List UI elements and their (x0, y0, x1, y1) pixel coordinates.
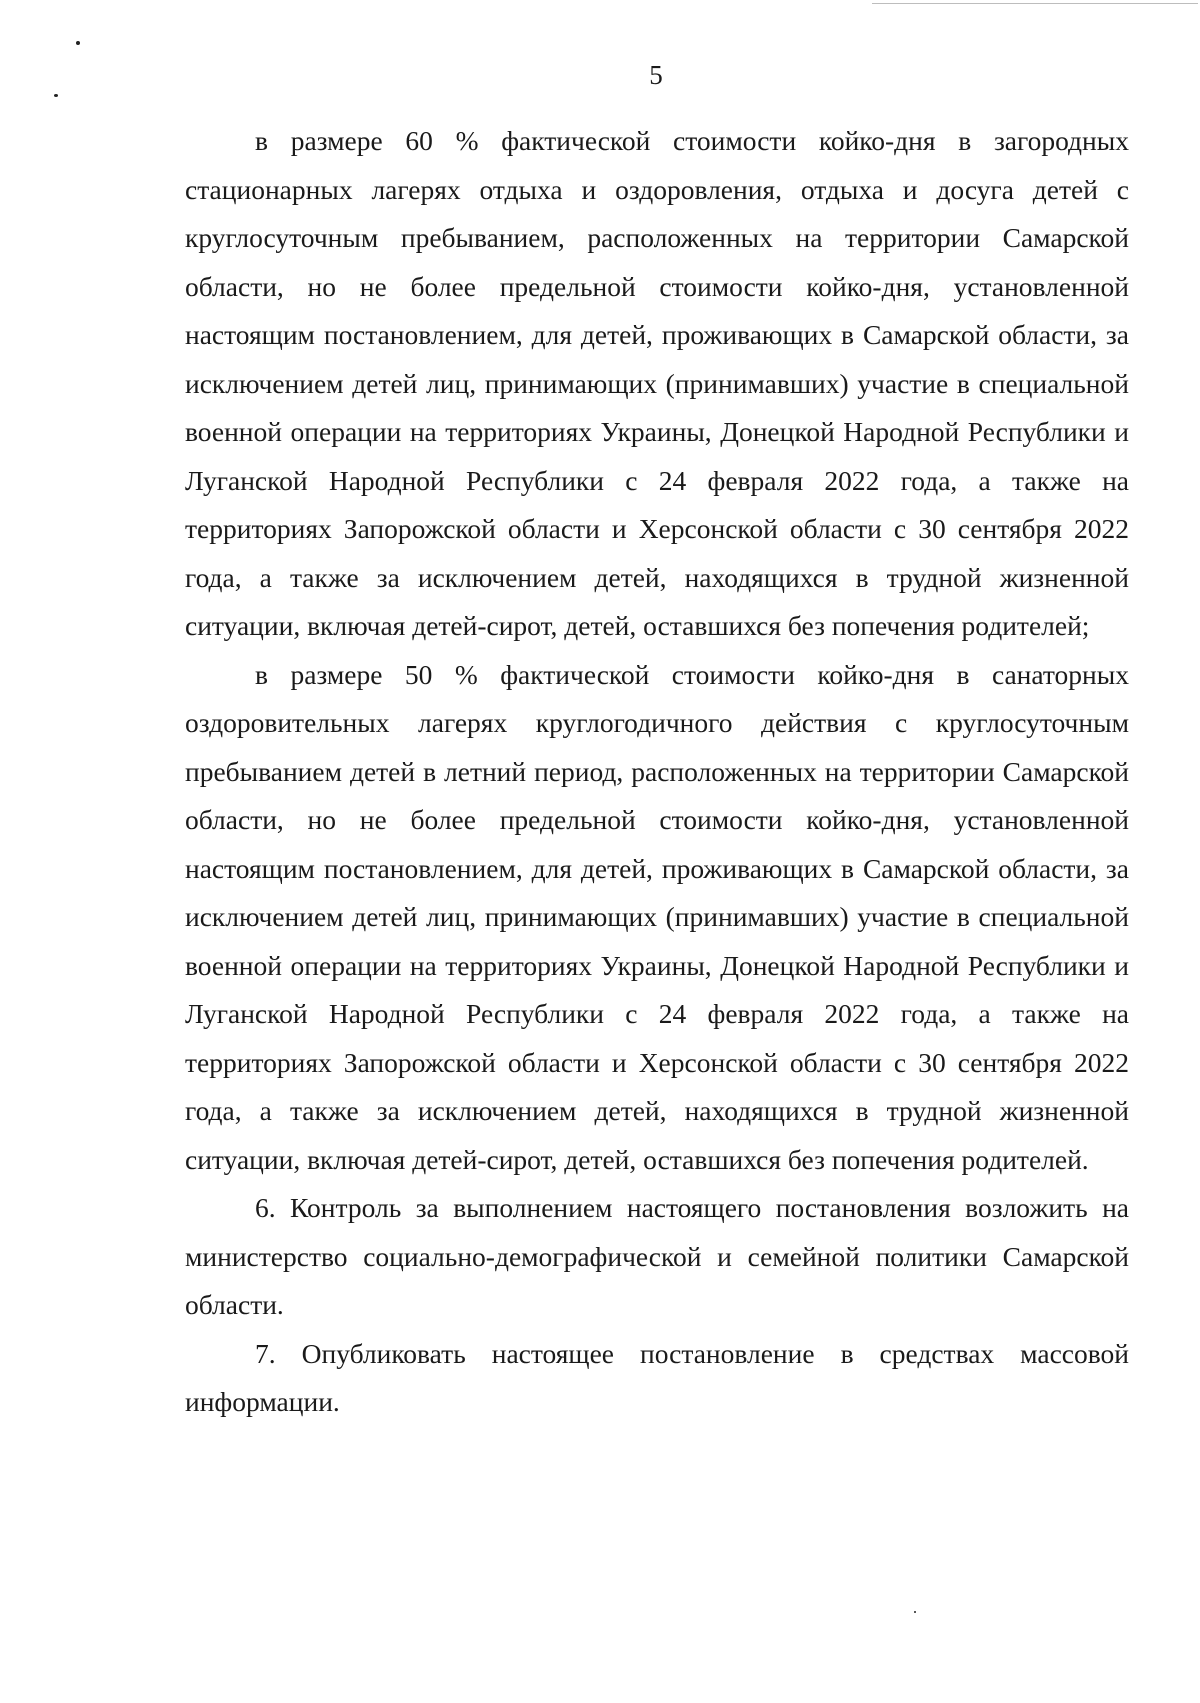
paragraph-camp-50-percent: в размере 50 % фактической стоимости койко-дня в санаторных оздоровительных лагерях круглогодичного действия с круглосуточным пребыванием детей в летний период, расположенных на территории Самарской области, но не более предельной стоимости койко-дня, установленной настоящим постановлением, для детей, проживающих в Самарской области, за исключением детей лиц, принимающих (принимавших) участие в специальной военной операции на территориях Украины, Донецкой Народной Республики и Луганской Народной Республики с 24 февраля 2022 года, а также на территориях Запорожской области и Херсонской области с 30 сентября 2022 года, а также за исключением детей, находящихся в трудной жизненной ситуации, включая детей-сирот, детей, оставшихся без попечения родителей. (185, 658, 1129, 1175)
paragraph-camp-60-percent: в размере 60 % фактической стоимости койко-дня в загородных стационарных лагерях отдыха и оздоровления, отдыха и досуга детей с круглосуточным пребыванием, расположенных на территории Самарской области, но не более предельной стоимости койко-дня, установленной настоящим постановлением, для детей, проживающих в Самарской области, за исключением детей лиц, принимающих (принимавших) участие в специальной военной операции на территориях Украины, Донецкой Народной Республики и Луганской Народной Республики с 24 февраля 2022 года, а также на территориях Запорожской области и Херсонской области с 30 сентября 2022 года, а также за исключением детей, находящихся в трудной жизненной ситуации, включая детей-сирот, детей, оставшихся без попечения родителей; (185, 125, 1129, 641)
scan-speck (76, 41, 80, 45)
scan-speck (54, 94, 58, 97)
document-body (185, 117, 1129, 1427)
paragraph-control-clause: 6. Контроль за выполнением настоящего постановления возложить на министерство социально-демографической и семейной политики Самарской области. (185, 1192, 1129, 1320)
scan-edge-line (872, 3, 1198, 4)
paragraph-publication-clause: 7. Опубликовать настоящее постановление в средствах массовой информации. (185, 1337, 1129, 1417)
page-number: 5 (649, 60, 663, 90)
scan-speck (914, 1611, 916, 1613)
